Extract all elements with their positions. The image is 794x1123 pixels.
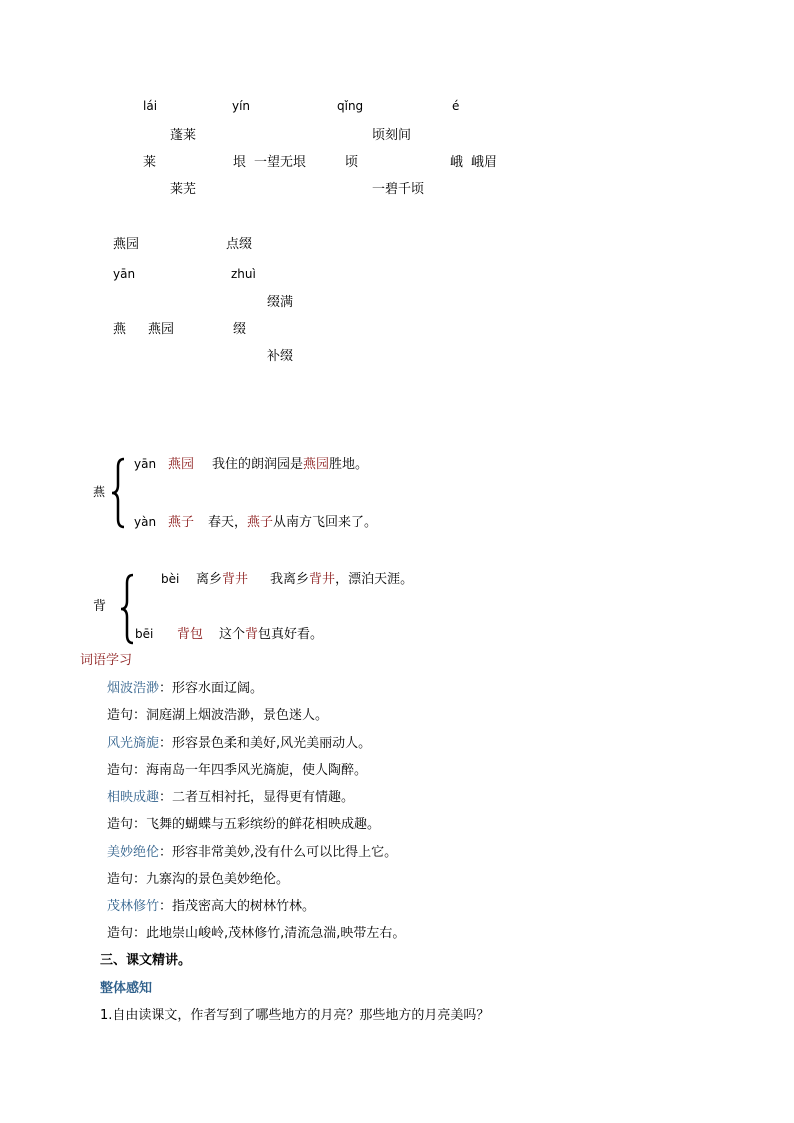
yan-line-2-s1: 春天， (208, 515, 248, 530)
lesson-heading: 三、课文精讲。 (100, 953, 192, 968)
word-penglai: 蓬莱 (170, 128, 197, 143)
yan-line-1-s1: 我住的朗润园是 (212, 457, 304, 472)
bei-line-2 (135, 626, 323, 643)
vocab-item (107, 790, 354, 806)
vocab-def: ：指茂密高大的树林竹林。 (159, 899, 316, 914)
vocab-item (107, 899, 315, 915)
lesson-question-1: 1.自由读课文，作者写到了哪些地方的月亮？那些地方的月亮美吗？ (100, 1008, 490, 1023)
bei-line-1-w1: 离乡 (196, 572, 223, 587)
vocab-term: 风光旖旎 (107, 736, 160, 751)
bei-line-2-pinyin: bēi (135, 627, 154, 641)
word-emei: 峨眉 (471, 155, 498, 170)
vocab-def: ：形容水面辽阔。 (159, 681, 264, 696)
brace-icon (110, 457, 128, 529)
yan-line-2-pinyin: yàn (134, 515, 157, 529)
pinyin-qing: qǐng (337, 99, 364, 113)
vocab-term: 相映成趣 (107, 790, 160, 805)
word-yanyuan: 燕园 (148, 322, 175, 337)
yan-line-2 (134, 514, 377, 531)
bei-line-2-word: 背包 (177, 627, 204, 642)
char-qing: 顷 (345, 155, 359, 170)
vocab-item (107, 681, 263, 697)
bei-line-1-s3: ，漂泊天涯。 (335, 572, 414, 587)
pinyin-yan: yān (113, 267, 136, 281)
bei-line-1-s1: 我离乡 (270, 572, 310, 587)
pinyin-lai: lái (143, 99, 158, 113)
vocab-example: 造句：飞舞的蝴蝶与五彩缤纷的鲜花相映成趣。 (107, 817, 381, 832)
vocab-example: 造句：海南岛一年四季风光旖旎，使人陶醉。 (107, 763, 368, 778)
bei-line-2-s2: 背 (245, 627, 259, 642)
yan-line-2-s2: 燕子 (247, 515, 274, 530)
yan-line-2-s3: 从南方飞回来了。 (273, 515, 378, 530)
word-yibiqianqing: 一碧千顷 (372, 182, 425, 197)
vocab-def: ：二者互相衬托，显得更有情趣。 (159, 790, 355, 805)
char-yan-label: 燕 (93, 485, 106, 499)
bei-line-1 (161, 571, 413, 588)
vocab-item (107, 736, 371, 752)
pinyin-zhui: zhuì (231, 267, 256, 281)
word-yiwangwuyin: 一望无垠 (254, 155, 307, 170)
word-laiwu: 莱芜 (170, 182, 197, 197)
yan-line-1-s2: 燕园 (303, 457, 330, 472)
char-e: 峨 (450, 155, 464, 170)
vocab-item (107, 845, 397, 861)
bei-line-1-s2: 背井 (309, 572, 336, 587)
char-lai: 莱 (143, 155, 157, 170)
char-bei-label: 背 (93, 599, 107, 614)
word-yanyuan-top: 燕园 (113, 237, 140, 252)
bei-line-1-pinyin: bèi (161, 572, 180, 586)
yan-line-1 (134, 456, 368, 473)
vocab-def: ：形容非常美妙,没有什么可以比得上它。 (159, 845, 398, 860)
vocab-term: 茂林修竹 (107, 899, 160, 914)
bei-line-1-w2: 背井 (222, 572, 249, 587)
char-yan: 燕 (113, 322, 127, 337)
word-qingkejian: 顷刻间 (372, 128, 412, 143)
yan-line-2-word: 燕子 (168, 515, 195, 530)
yan-line-1-pinyin: yān (134, 457, 157, 471)
vocab-term: 美妙绝伦 (107, 845, 160, 860)
pinyin-e: é (452, 99, 460, 113)
bei-line-2-s1: 这个 (219, 627, 246, 642)
char-yin: 垠 (233, 155, 247, 170)
word-dianzhui: 点缀 (226, 237, 253, 252)
vocab-example: 造句：此地崇山峻岭,茂林修竹,清流急湍,映带左右。 (107, 926, 406, 941)
word-zhuiman: 缀满 (267, 295, 294, 310)
yan-line-1-word: 燕园 (168, 457, 195, 472)
pinyin-yin: yín (232, 99, 251, 113)
vocab-example: 造句：九寨沟的景色美妙绝伦。 (107, 872, 290, 887)
vocab-term: 烟波浩渺 (107, 681, 160, 696)
lesson-subheading: 整体感知 (100, 981, 153, 996)
char-zhui: 缀 (233, 322, 247, 337)
bei-line-2-s3: 包真好看。 (258, 627, 324, 642)
vocab-heading: 词语学习 (80, 653, 133, 668)
vocab-def: ：形容景色柔和美好,风光美丽动人。 (159, 736, 372, 751)
yan-line-1-s3: 胜地。 (329, 457, 369, 472)
word-buzhui: 补缀 (267, 349, 294, 364)
vocab-example: 造句：洞庭湖上烟波浩渺，景色迷人。 (107, 708, 329, 723)
